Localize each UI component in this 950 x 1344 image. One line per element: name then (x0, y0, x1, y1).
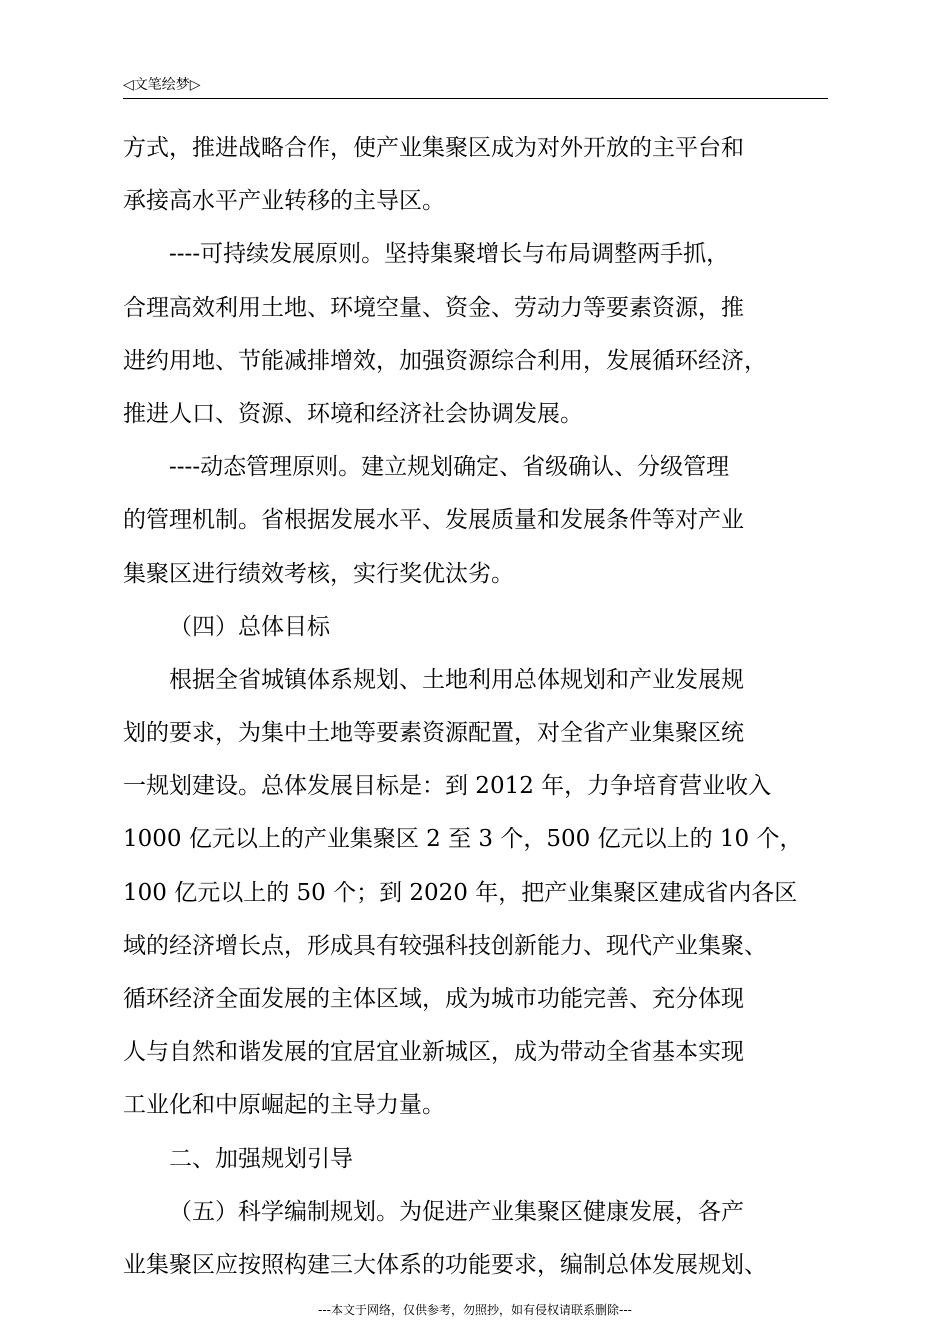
footer-disclaimer: ---本文于网络，仅供参考，勿照抄，如有侵权请联系删除--- (318, 1303, 632, 1317)
text-line: 域的经济增长点，形成具有较强科技创新能力、现代产业集聚、 (123, 932, 767, 959)
text-line: 方式，推进战略合作，使产业集聚区成为对外开放的主平台和 (123, 135, 744, 161)
page-header (123, 76, 828, 99)
text-line: 的管理机制。省根据发展水平、发展质量和发展条件等对产业 (123, 507, 744, 534)
text-line: 推进人口、资源、环境和经济社会协调发展。 (123, 400, 583, 427)
text-line: （五）科学编制规划。为促进产业集聚区健康发展，各产 (169, 1198, 744, 1225)
text-line: 一规划建设。总体发展目标是：到 2012 年，力争培育营业收入 (123, 773, 772, 800)
text-line: 1000 亿元以上的产业集聚区 2 至 3 个，500 亿元以上的 10 个， (123, 826, 803, 853)
text-line: 二、加强规划引导 (169, 1145, 353, 1172)
text-line: 根据全省城镇体系规划、土地利用总体规划和产业发展规 (169, 666, 744, 693)
text-line: 承接高水平产业转移的主导区。 (123, 188, 445, 215)
text-line: 进约用地、节能减排增效，加强资源综合利用，发展循环经济， (123, 347, 767, 374)
text-line: 划的要求，为集中土地等要素资源配置，对全省产业集聚区统 (123, 720, 744, 747)
text-line: 集聚区进行绩效考核，实行奖优汰劣。 (123, 560, 514, 587)
text-line: 人与自然和谐发展的宜居宜业新城区，成为带动全省基本实现 (123, 1039, 744, 1066)
text-line: ----动态管理原则。建立规划确定、省级确认、分级管理 (169, 454, 730, 481)
text-line: 100 亿元以上的 50 个；到 2020 年，把产业集聚区建成省内各区 (123, 879, 798, 906)
text-line: 工业化和中原崛起的主导力量。 (123, 1092, 445, 1119)
text-line: 循环经济全面发展的主体区域，成为城市功能完善、充分体现 (123, 986, 744, 1012)
text-line: ----可持续发展原则。坚持集聚增长与布局调整两手抓， (169, 241, 730, 268)
document-body (123, 130, 833, 1300)
text-line: 业集聚区应按照构建三大体系的功能要求，编制总体发展规划、 (123, 1251, 767, 1278)
text-line: 合理高效利用土地、环境空量、资金、劳动力等要素资源，推 (123, 294, 744, 321)
header-title: ◁文笔绘梦▷ (123, 77, 201, 93)
text-line: （四）总体目标 (169, 613, 330, 640)
